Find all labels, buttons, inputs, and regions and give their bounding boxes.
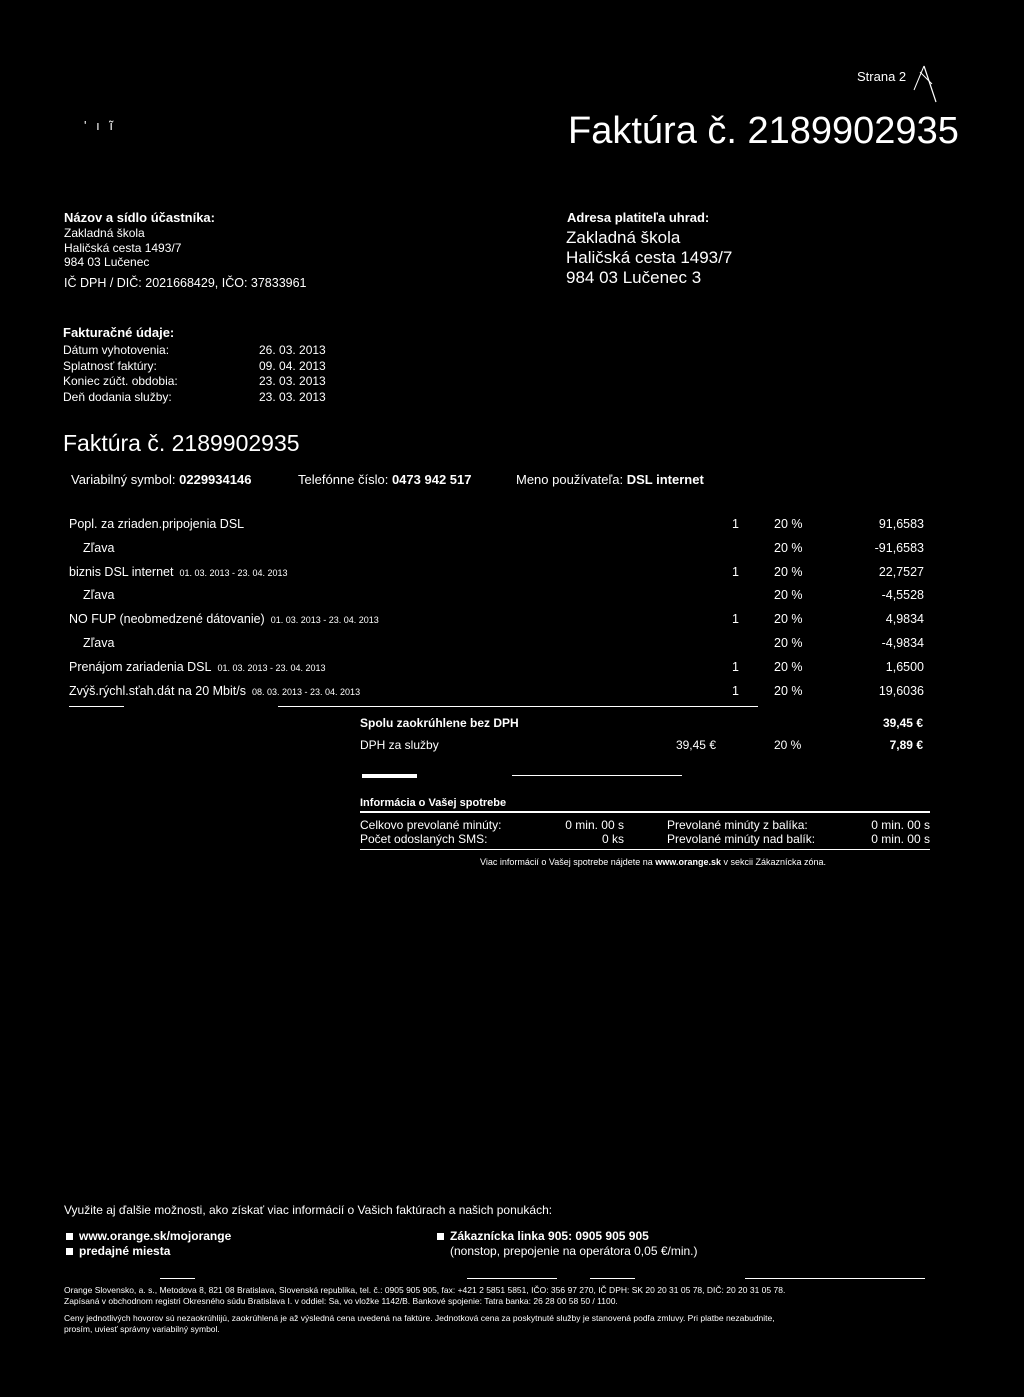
- page-number: Strana 2: [857, 69, 907, 84]
- promo-links: [66, 1229, 231, 1259]
- item-qty: 1: [732, 517, 739, 531]
- invoice-title: Faktúra č. 2189902935: [568, 110, 959, 152]
- divider: [69, 706, 124, 707]
- usage-values-2: 0 min. 00 s 0 min. 00 s: [871, 818, 930, 846]
- usage-labels-2: Prevolané minúty z balíka: Prevolané minúty nad balík:: [667, 818, 816, 846]
- item-vat: 20 %: [774, 517, 803, 531]
- vat-label: DPH za služby: [360, 738, 439, 752]
- item-row: [69, 565, 924, 585]
- item-qty: 1: [732, 565, 739, 579]
- item-name: Prenájom zariadenia DSL 01. 03. 2013 - 23. 04. 2013: [69, 660, 326, 674]
- billing-values: 26. 03. 2013 09. 04. 2013 23. 03. 2013 23. 03. 2013: [259, 343, 326, 404]
- bullet-icon: [66, 1233, 73, 1240]
- divider: [360, 811, 930, 813]
- item-amount: 4,9834: [885, 612, 924, 626]
- phone-number: Telefónne číslo: 0473 942 517: [298, 472, 472, 487]
- item-name: Zľava: [83, 541, 115, 555]
- item-row: [69, 660, 924, 680]
- item-amount: -4,5528: [881, 588, 924, 602]
- item-name: Zľava: [83, 588, 115, 602]
- item-qty: 1: [732, 684, 739, 698]
- item-amount: -4,9834: [881, 636, 924, 650]
- item-name: Zľava: [83, 636, 115, 650]
- item-period: 01. 03. 2013 - 23. 04. 2013: [179, 568, 288, 578]
- item-name: biznis DSL internet 01. 03. 2013 - 23. 04. 2013: [69, 565, 288, 579]
- billing-labels: Dátum vyhotovenia: Splatnosť faktúry: Koniec zúčt. obdobia: Deň dodania služby:: [63, 343, 178, 404]
- item-vat: 20 %: [774, 636, 803, 650]
- payer-heading: Adresa platiteľa uhrad:: [567, 210, 710, 225]
- item-vat: 20 %: [774, 660, 803, 674]
- usage-labels: Celkovo prevolané minúty: Počet odoslaných SMS:: [360, 818, 502, 846]
- promo-hotline: Zákaznícka linka 905: 0905 905 905 (nonstop, prepojenie na operátora 0,05 €/min.): [437, 1229, 698, 1259]
- item-vat: 20 %: [774, 588, 803, 602]
- item-name: NO FUP (neobmedzené dátovanie) 01. 03. 2013 - 23. 04. 2013: [69, 612, 379, 626]
- scan-artifact: ' ı ĩ: [84, 118, 116, 133]
- user-name: Meno používateľa: DSL internet: [516, 472, 704, 487]
- item-amount: 22,7527: [878, 565, 924, 579]
- payer-address: Zakladná škola Haličská cesta 1493/7 984 03 Lučenec 3: [566, 228, 733, 287]
- item-row: [69, 612, 924, 632]
- usage-heading: Informácia o Vašej spotrebe: [360, 797, 507, 809]
- item-qty: 1: [732, 612, 739, 626]
- footer-note: Ceny jednotlivých hovorov sú nezaokrúhlijú, zaokrúhlená je až výsledná cena uvedená na faktúre. Jednotková cena za poskytnuté služby je stanovená podľa zmluvy. Pri platbe nezabudnite, prosím, uviesť správny variabilný symbol.: [64, 1313, 775, 1334]
- divider-bar: [362, 774, 417, 778]
- invoice-subtitle: Faktúra č. 2189902935: [63, 430, 300, 456]
- orange-link[interactable]: www.orange.sk: [655, 857, 721, 867]
- item-amount: 91,6583: [878, 517, 924, 531]
- divider: [467, 1278, 557, 1279]
- corner-mark-icon: [912, 62, 940, 106]
- vat-value: 7,89 €: [889, 738, 923, 752]
- variable-symbol: Variabilný symbol: 0229934146: [71, 472, 252, 487]
- item-period: 08. 03. 2013 - 23. 04. 2013: [251, 687, 361, 697]
- item-name: Popl. za zriaden.pripojenia DSL: [69, 517, 245, 531]
- divider: [512, 775, 682, 776]
- discount-row: [69, 541, 924, 561]
- item-period: 01. 03. 2013 - 23. 04. 2013: [270, 615, 379, 625]
- item-period: 01. 03. 2013 - 23. 04. 2013: [217, 663, 326, 673]
- item-vat: 20 %: [774, 541, 803, 555]
- discount-row: [69, 588, 924, 608]
- bullet-icon: [66, 1248, 73, 1255]
- item-amount: -91,6583: [874, 541, 924, 555]
- stores-link[interactable]: predajné miesta: [66, 1244, 231, 1259]
- item-vat: 20 %: [774, 612, 803, 626]
- item-vat: 20 %: [774, 565, 803, 579]
- item-qty: 1: [732, 660, 739, 674]
- item-amount: 1,6500: [885, 660, 924, 674]
- vat-rate: 20 %: [774, 738, 802, 752]
- vat-base: 39,45 €: [675, 738, 716, 752]
- bullet-icon: [437, 1233, 444, 1240]
- divider: [745, 1278, 925, 1279]
- usage-values: 0 min. 00 s 0 ks: [565, 818, 624, 846]
- item-row: [69, 684, 924, 704]
- promo-intro: Využite aj ďalšie možnosti, ako získať viac informácií o Vašich faktúrach a našich ponukách:: [64, 1203, 553, 1217]
- divider: [360, 849, 930, 850]
- billing-heading: Fakturačné údaje:: [63, 325, 175, 340]
- usage-note: Viac informácií o Vašej spotrebe nájdete na www.orange.sk v sekcii Zákaznícka zóna.: [480, 857, 827, 867]
- item-row: [69, 517, 924, 537]
- item-vat: 20 %: [774, 684, 803, 698]
- customer-heading: Názov a sídlo účastníka:: [64, 210, 215, 225]
- item-name: Zvýš.rýchl.sťah.dát na 20 Mbit/s 08. 03. 2013 - 23. 04. 2013: [69, 684, 361, 698]
- footer-company: Orange Slovensko, a. s., Metodova 8, 821 08 Bratislava, Slovenská republika, tel. č.: 0905 905 905, fax: +421 2 5851 5851, IČO: 356 97 270, IČ DPH: SK 20 20 31 05 78, DIČ: 20 20 31 05 78. Zapísaná v obchodnom registri Okresného súdu Bratislava I. v oddiel: Sa, vo vložke 1142/B. Bankové spojenie: Tatra banka: 26 28 00 58 50 / 1100.: [64, 1285, 786, 1306]
- divider: [278, 706, 758, 707]
- divider: [160, 1278, 195, 1279]
- net-total-label: Spolu zaokrúhlene bez DPH: [360, 716, 519, 730]
- divider: [590, 1278, 635, 1279]
- mojorange-link[interactable]: www.orange.sk/mojorange: [66, 1229, 231, 1244]
- discount-row: [69, 636, 924, 656]
- net-total-value: 39,45 €: [882, 716, 923, 730]
- item-amount: 19,6036: [878, 684, 924, 698]
- customer-address: Zakladná škola Haličská cesta 1493/7 984 03 Lučenec IČ DPH / DIČ: 2021668429, IČO: 37833961: [64, 226, 307, 290]
